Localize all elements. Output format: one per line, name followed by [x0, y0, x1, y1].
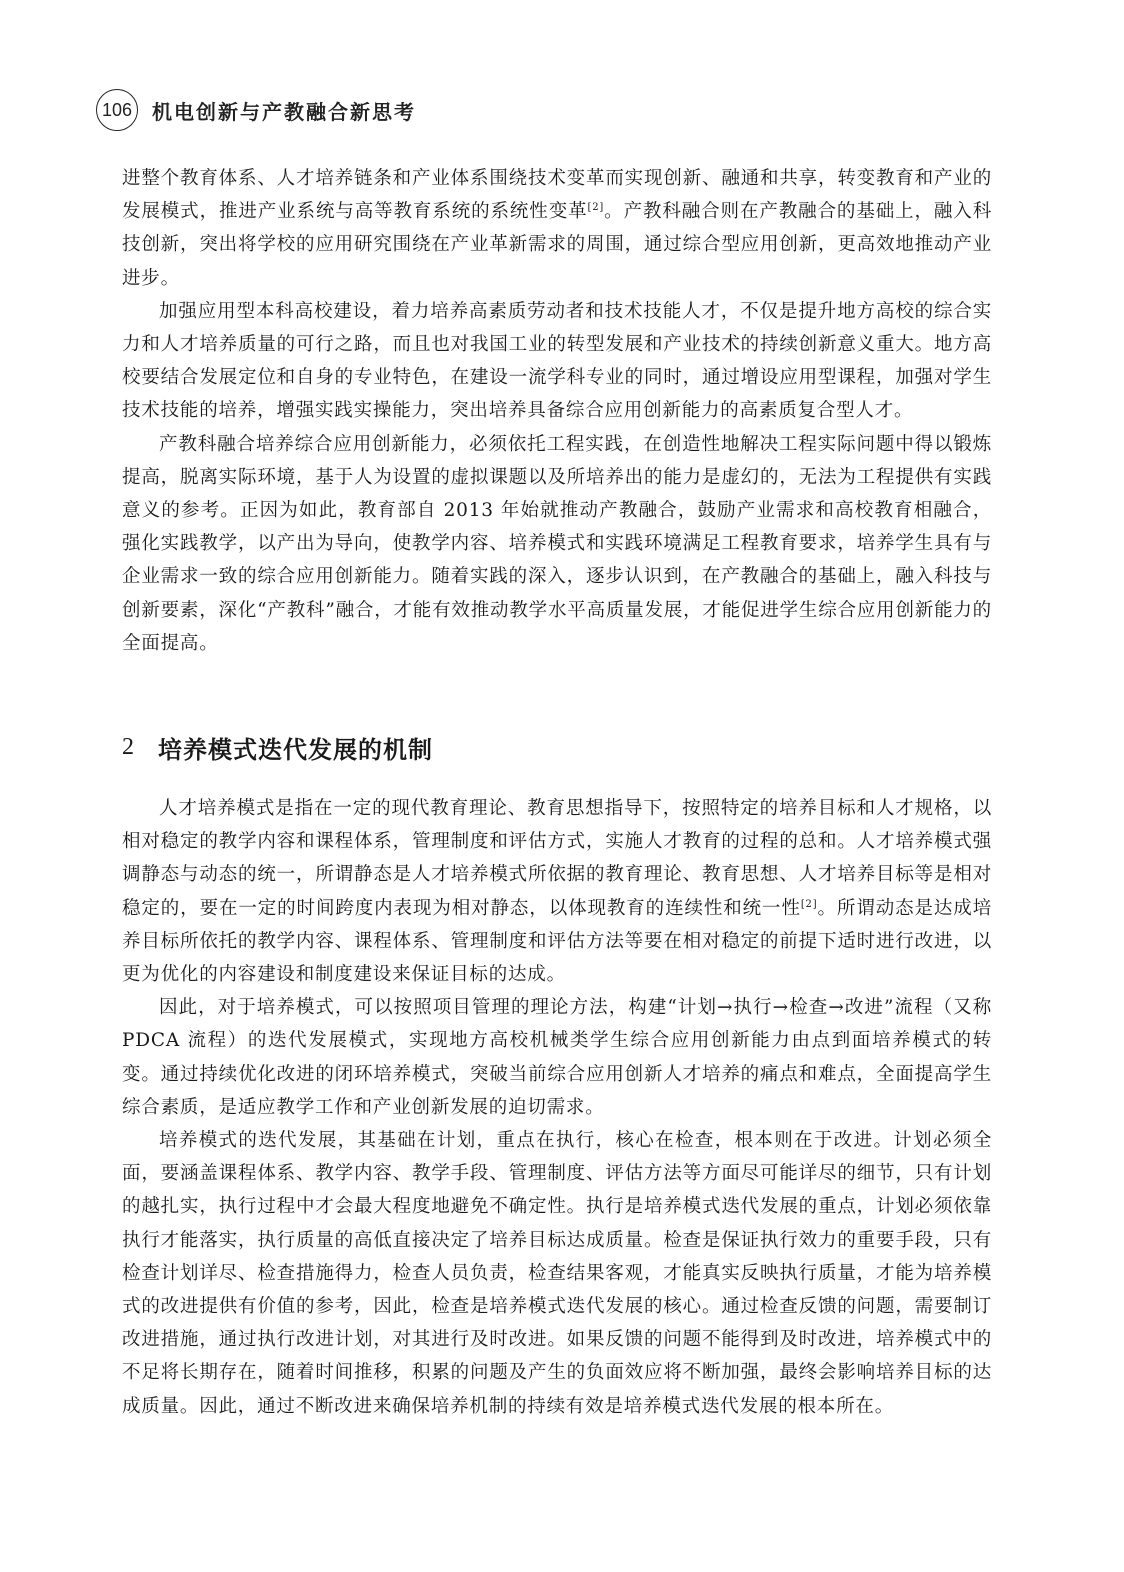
running-title: 机电创新与产教融合新思考	[152, 99, 416, 124]
citation-ref: [2]	[800, 898, 818, 910]
section-number: 2	[122, 733, 134, 760]
paragraph	[122, 792, 992, 991]
section-heading	[122, 722, 433, 772]
paragraph: 因此，对于培养模式，可以按照项目管理的理论方法，构建“计划→执行→检查→改进”流程（又称 PDCA 流程）的迭代发展模式，实现地方高校机械类学生综合应用创新能力由点到面培养模式的转变。通过持续优化改进的闭环培养模式，突破当前综合应用创新人才培养的痛点和难点，全面提高学生综合素质，是适应教学工作和产业创新发展的迫切需求。	[122, 997, 992, 1118]
body-text-block-2	[122, 792, 992, 1423]
body-text-block-1	[122, 162, 992, 660]
page-number: 106	[96, 89, 138, 131]
citation-ref: [2]	[587, 202, 605, 214]
paragraph-text: 。所谓动态是达成培养目标所依托的教学内容、课程体系、管理制度和评估方法等要在相对稳定的前提下适时进行改进，以更为优化的内容建设和制度建设来保证目标的达成。	[122, 897, 992, 986]
section-title: 培养模式迭代发展的机制	[158, 735, 433, 764]
page-header	[96, 88, 416, 132]
paragraph-continued	[122, 162, 992, 295]
paragraph-text: 进整个教育体系、人才培养链条和产业体系围绕技术变革而实现创新、融通和共享，转变教育和产业的发展模式，推进产业系统与高等教育系统的系统性变革	[122, 168, 992, 223]
paragraph: 加强应用型本科高校建设，着力培养高素质劳动者和技术技能人才，不仅是提升地方高校的综合实力和人才培养质量的可行之路，而且也对我国工业的转型发展和产业技术的持续创新意义重大。地方高校要结合发展定位和自身的专业特色，在建设一流学科专业的同时，通过增设应用型课程，加强对学生技术技能的培养，增强实践实操能力，突出培养具备综合应用创新能力的高素质复合型人才。	[122, 300, 992, 422]
paragraph: 培养模式的迭代发展，其基础在计划，重点在执行，核心在检查，根本则在于改进。计划必须全面，要涵盖课程体系、教学内容、教学手段、管理制度、评估方法等方面尽可能详尽的细节，只有计划的越扎实，执行过程中才会最大程度地避免不确定性。执行是培养模式迭代发展的重点，计划必须依靠执行才能落实，执行质量的高低直接决定了培养目标达成质量。检查是保证执行效力的重要手段，只有检查计划详尽、检查措施得力，检查人员负责，检查结果客观，才能真实反映执行质量，才能为培养模式的改进提供有价值的参考，因此，检查是培养模式迭代发展的核心。通过检查反馈的问题，需要制订改进措施，通过执行改进计划，对其进行及时改进。如果反馈的问题不能得到及时改进，培养模式中的不足将长期存在，随着时间推移，积累的问题及产生的负面效应将不断加强，最终会影响培养目标的达成质量。因此，通过不断改进来确保培养机制的持续有效是培养模式迭代发展的根本所在。	[122, 1130, 992, 1417]
paragraph-text: 。产教科融合则在产教融合的基础上，融入科技创新，突出将学校的应用研究围绕在产业革新需求的周围，通过综合型应用创新，更高效地推动产业进步。	[122, 201, 992, 289]
paragraph: 产教科融合培养综合应用创新能力，必须依托工程实践，在创造性地解决工程实际问题中得以锻炼提高，脱离实际环境，基于人为设置的虚拟课题以及所培养出的能力是虚幻的，无法为工程提供有实践意义的参考。正因为如此，教育部自 2013 年始就推动产教融合，鼓励产业需求和高校教育相融合，强化实践教学，以产出为导向，使教学内容、培养模式和实践环境满足工程教育要求，培养学生具有与企业需求一致的综合应用创新能力。随着实践的深入，逐步认识到，在产教融合的基础上，融入科技与创新要素，深化“产教科”融合，才能有效推动教学水平高质量发展，才能促进学生综合应用创新能力的全面提高。	[122, 433, 992, 654]
paragraph-text: 人才培养模式是指在一定的现代教育理论、教育思想指导下，按照特定的培养目标和人才规格，以相对稳定的教学内容和课程体系，管理制度和评估方式，实施人才教育的过程的总和。人才培养模式强调静态与动态的统一，所谓静态是人才培养模式所依据的教育理论、教育思想、人才培养目标等是相对稳定的，要在一定的时间跨度内表现为相对静态，以体现教育的连续性和统一性	[122, 798, 992, 919]
